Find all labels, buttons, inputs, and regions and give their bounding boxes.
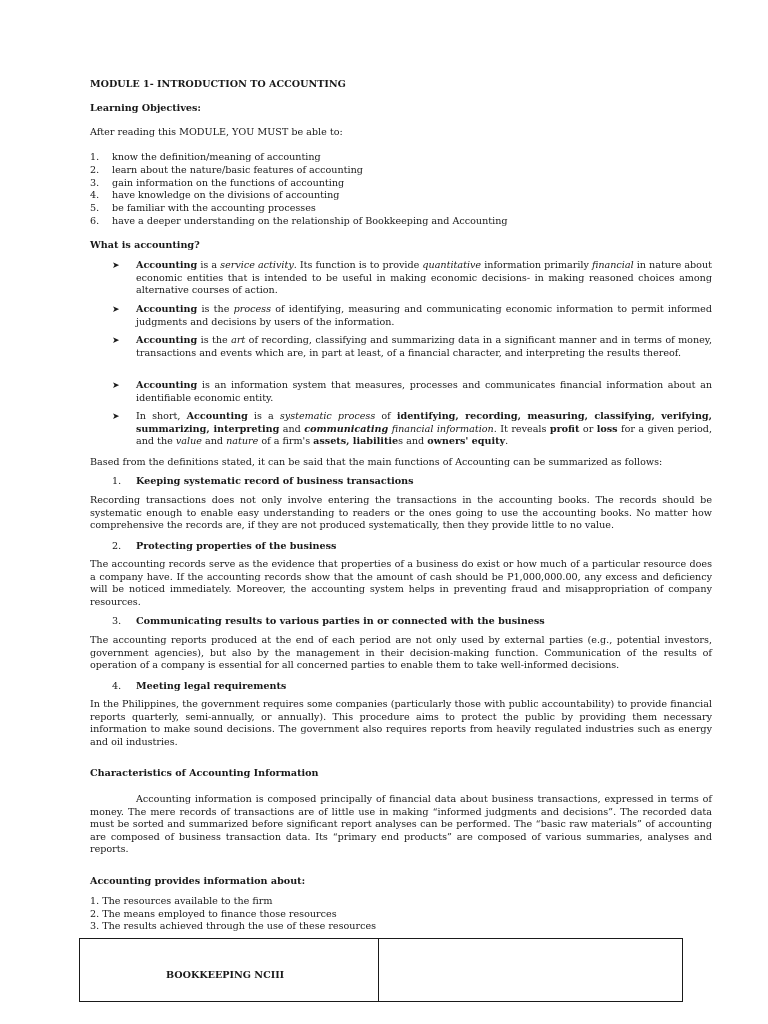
definition-bullet: ➤ Accounting is a service activity. Its function is to provide quantitative information primarily financial in nature about economic entities that is intended to be useful in making economic decisions- in making reasoned choices among alternative courses of action. [112, 260, 712, 297]
footer-right-cell [379, 939, 682, 1001]
footer-label: BOOKKEEPING NCIII [166, 970, 285, 981]
arrow-bullet-icon: ➤ [112, 305, 120, 315]
function-heading: 2. Protecting properties of the business [112, 541, 337, 552]
definition-bullet: ➤ Accounting is an information system that measures, processes and communicates financial information about an identifiable economic entity. [112, 380, 712, 404]
arrow-bullet-icon: ➤ [112, 336, 120, 346]
learning-objectives-heading: Learning Objectives: [90, 103, 201, 114]
list-item: 1. The resources available to the firm [90, 896, 273, 907]
learning-objectives-intro: After reading this MODULE, YOU MUST be able to: [90, 127, 343, 138]
module-title: MODULE 1- INTRODUCTION TO ACCOUNTING [90, 79, 346, 90]
list-item: 6. have a deeper understanding on the relationship of Bookkeeping and Accounting [90, 215, 508, 227]
list-item: 1. know the definition/meaning of accounting [90, 152, 321, 163]
provides-heading: Accounting provides information about: [90, 876, 306, 887]
functions-intro: Based from the definitions stated, it can be said that the main functions of Accounting can be summarized as follows: [90, 457, 663, 468]
footer-left-cell [80, 939, 379, 1001]
definition-bullet: ➤ In short, Accounting is a systematic process of identifying, recording, measuring, classifying, verifying, summarizing, interpreting and communicating financial information. It reveals profit or loss for a given period, and the value and nature of a firm's assets, liabilities and owners' equity. [112, 411, 712, 448]
function-heading: 3. Communicating results to various parties in or connected with the business [112, 616, 545, 627]
function-heading: 4. Meeting legal requirements [112, 681, 287, 692]
definition-bullet: ➤ Accounting is the process of identifying, measuring and communicating economic information to permit informed judgments and decisions by users of the information. [112, 304, 712, 328]
function-body: In the Philippines, the government requires some companies (particularly those with public accountability) to provide financial reports quarterly, semi-annually, or annually). This procedure aims to protect the public by providing them necessary information to make sound decisions. The government also requires reports from heavily regulated industries such as energy and oil industries. [90, 699, 712, 748]
provides-list [90, 896, 712, 934]
function-body: The accounting records serve as the evidence that properties of a business do exist or how much of a particular resource does a company have. If the accounting records show that the amount of cash should be P1,000,000.00, any excess and deficiency will be noticed immediately. Moreover, the accounting system helps in preventing fraud and misappropriation of company resources. [90, 559, 712, 608]
what-is-accounting-heading: What is accounting? [90, 240, 200, 251]
objectives-list [90, 152, 712, 229]
footer-table [79, 938, 683, 1002]
function-heading: 1. Keeping systematic record of business transactions [112, 476, 414, 487]
arrow-bullet-icon: ➤ [112, 381, 120, 391]
arrow-bullet-icon: ➤ [112, 261, 120, 271]
characteristics-heading: Characteristics of Accounting Information [90, 768, 319, 779]
function-body: The accounting reports produced at the end of each period are not only used by external parties (e.g., potential investors, government agencies), but also by the management in their decision-making function. Communication of the results of operation of a company is essential for all concerned parties to enable them to take well-informed decisions. [90, 635, 712, 672]
function-body: Recording transactions does not only involve entering the transactions in the accounting books. The records should be systematic enough to enable easy understanding to readers or the ones going to use the accounting books. No matter how comprehensive the records are, if they are not produced systematically, then they provide little to no value. [90, 495, 712, 532]
definition-bullet: ➤ Accounting is the art of recording, classifying and summarizing data in a significant manner and in terms of money, transactions and events which are, in part at least, of a financial character, and interpreting the results thereof. [112, 335, 712, 359]
list-item: 3. gain information on the functions of accounting [90, 177, 345, 189]
list-item: 4. have knowledge on the divisions of accounting [90, 190, 340, 202]
list-item: 2. learn about the nature/basic features of accounting [90, 164, 363, 176]
list-item: 5. be familiar with the accounting processes [90, 203, 316, 215]
arrow-bullet-icon: ➤ [112, 412, 120, 422]
characteristics-body: Accounting information is composed principally of financial data about business transactions, expressed in terms of money. The mere records of transactions are of little use in making “informed judgments and decisions”. The recorded data must be sorted and summarized before significant report analyses can be performed. The “basic raw materials” of accounting are composed of business transaction data. Its “primary end products” are composed of various summaries, analyses and reports. [90, 794, 712, 856]
list-item: 2. The means employed to finance those resources [90, 908, 337, 920]
list-item: 3. The results achieved through the use of these resources [90, 921, 377, 933]
